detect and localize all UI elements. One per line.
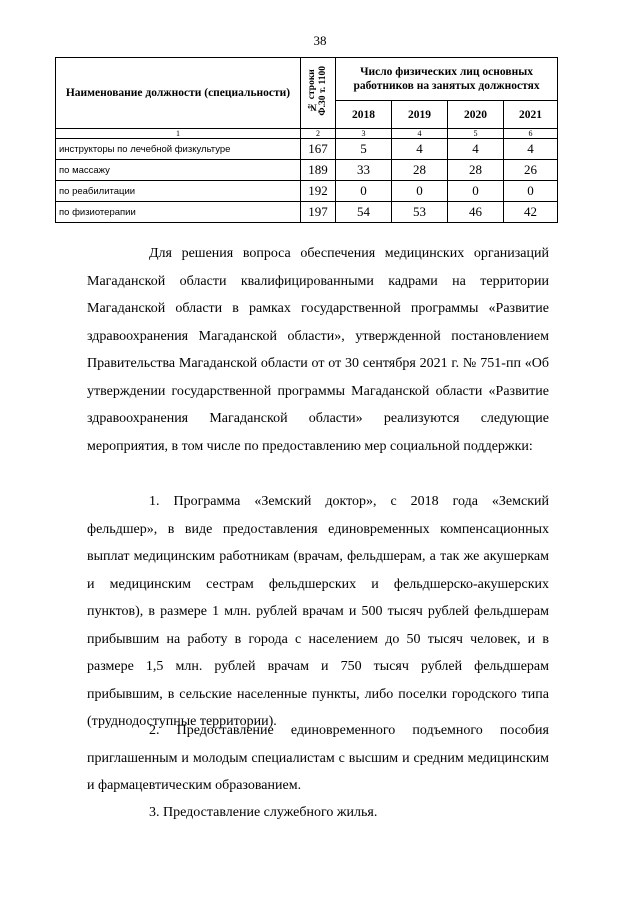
header-staff-count: Число физических лиц основных работников на занятых должностях [336, 58, 558, 101]
header-year: 2019 [392, 101, 448, 129]
value-cell: 33 [336, 160, 392, 181]
column-number: 6 [504, 129, 558, 139]
position-name: по физиотерапии [56, 202, 301, 223]
item2-paragraph [87, 717, 549, 800]
column-number: 3 [336, 129, 392, 139]
value-cell: 0 [336, 181, 392, 202]
row-number: 197 [301, 202, 336, 223]
item2-text: 2. Предоставление единовременного подъемного пособия приглашенным и молодым специалистам с высшим и средним медицинским и фармацевтическим образованием. [87, 723, 549, 793]
header-row-number [301, 58, 336, 129]
value-cell: 5 [336, 139, 392, 160]
header-row-number-text: № строки Ф.30 т. 1100 [307, 66, 328, 116]
position-name: инструкторы по лечебной физкультуре [56, 139, 301, 160]
intro-paragraph [87, 240, 549, 460]
table-row [56, 181, 558, 202]
item3-paragraph [87, 799, 549, 827]
value-cell: 0 [448, 181, 504, 202]
column-number-row [56, 129, 558, 139]
page-number: 38 [313, 33, 327, 48]
header-year: 2018 [336, 101, 392, 129]
column-number: 2 [301, 129, 336, 139]
column-number: 5 [448, 129, 504, 139]
position-name: по массажу [56, 160, 301, 181]
row-number: 167 [301, 139, 336, 160]
value-cell: 42 [504, 202, 558, 223]
column-number: 4 [392, 129, 448, 139]
intro-text: Для решения вопроса обеспечения медицинских организаций Магаданской области квалифицированными кадрами на территории Магаданской области в рамках государственной программы «Развитие здравоохранения Магаданской области», утвержденной постановлением Правительства Магаданской области от от 30 сентября 2021 г. № 751-пп «Об утверждении государственной программы Магаданской области «Развитие здравоохранения Магаданской области» реализуются следующие мероприятия, в том числе по предоставлению мер социальной поддержки: [87, 246, 549, 454]
row-number: 189 [301, 160, 336, 181]
value-cell: 28 [448, 160, 504, 181]
value-cell: 54 [336, 202, 392, 223]
value-cell: 4 [504, 139, 558, 160]
item3-text: 3. Предоставление служебного жилья. [149, 805, 378, 820]
table-row [56, 202, 558, 223]
header-position-name: Наименование должности (специальности) [56, 58, 301, 129]
column-number: 1 [56, 129, 301, 139]
item1-text: 1. Программа «Земский доктор», с 2018 года «Земский фельдшер», в виде предоставления единовременных компенсационных выплат медицинским работникам (врачам, фельдшерам, а так же акушеркам и медицинским сестрам фельдшерских и фельдшерско-акушерских пунктов), в размере 1 млн. рублей врачам и 500 тысяч рублей фельдшерам прибывшим на работу в города с населением до 50 тысяч человек, и в размере 1,5 млн. рублей врачам и 750 тысяч рублей фельдшерам прибывшим, в сельские населенные пункты, либо поселки городского типа (труднодоступные территории). [87, 494, 549, 729]
value-cell: 4 [392, 139, 448, 160]
value-cell: 0 [392, 181, 448, 202]
value-cell: 4 [448, 139, 504, 160]
item1-paragraph [87, 488, 549, 736]
row-number: 192 [301, 181, 336, 202]
value-cell: 53 [392, 202, 448, 223]
staff-table [55, 57, 558, 223]
value-cell: 0 [504, 181, 558, 202]
value-cell: 26 [504, 160, 558, 181]
table-row [56, 139, 558, 160]
table-row [56, 160, 558, 181]
value-cell: 28 [392, 160, 448, 181]
header-year: 2021 [504, 101, 558, 129]
value-cell: 46 [448, 202, 504, 223]
header-year: 2020 [448, 101, 504, 129]
position-name: по реабилитации [56, 181, 301, 202]
